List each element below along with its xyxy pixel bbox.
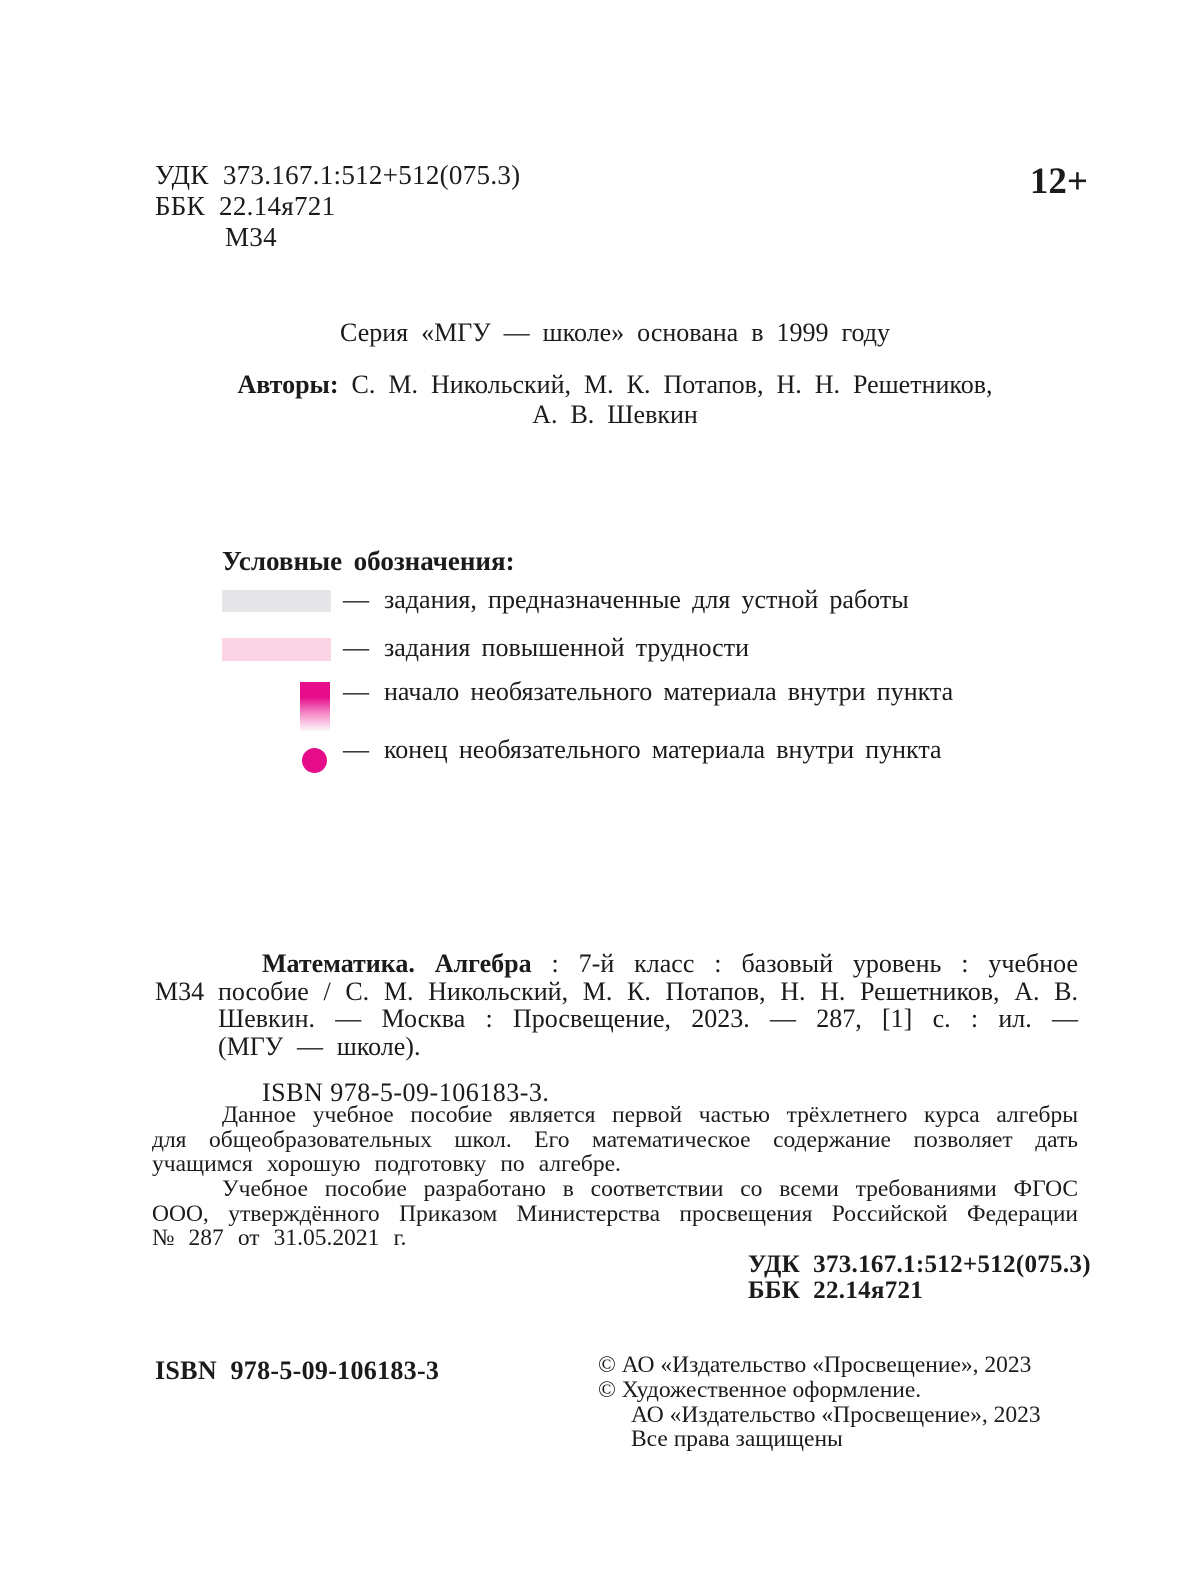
legend-item-oral-work xyxy=(222,586,909,614)
udk-code-bottom: УДК 373.167.1:512+512(075.3) xyxy=(748,1251,1091,1278)
biblio-isbn: ISBN 978-5-09-106183-3. xyxy=(262,1078,550,1107)
age-rating-badge: 12+ xyxy=(1029,161,1088,202)
authors-block xyxy=(140,370,1090,430)
authors-names-line-2: А. В. Шевкин xyxy=(532,400,698,429)
authors-line-1 xyxy=(140,370,1090,400)
biblio-description: : 7-й класс : базовый уровень : учебное пособие / С. М. Никольский, М. К. Потапов, Н. Н. Решетников, А. В. Шевкин. — Москва : Просвещение, 2023. — 287, [1] с. : ил. — (МГУ — школе). xyxy=(218,949,1079,1061)
legend-item-optional-material-start xyxy=(222,678,953,732)
authors-names-line-1: С. М. Никольский, М. К. Потапов, Н. Н. Решетников, xyxy=(351,370,993,399)
legend-item-advanced-difficulty xyxy=(222,634,749,662)
series-line: Серия «МГУ — школе» основана в 1999 году xyxy=(340,318,890,347)
copyright-line-2: © Художественное оформление. xyxy=(598,1376,922,1403)
copyright-line-3: АО «Издательство «Просвещение», 2023 xyxy=(631,1401,1041,1428)
bbk-code-bottom: ББК 22.14я721 xyxy=(748,1277,924,1304)
annotation-paragraph-2: Учебное пособие разработано в соответствии со всеми требованиями ФГОС ООО, утверждённого Приказом Министерства просвещения Российской Федерации № 287 от 31.05.2021 г. xyxy=(152,1176,1078,1252)
biblio-title: Математика. Алгебра xyxy=(262,949,532,978)
legend-dash: — xyxy=(343,677,369,706)
legend-dash: — xyxy=(343,585,369,614)
copyright-line-4: Все права защищены xyxy=(631,1426,843,1453)
magenta-dot-swatch xyxy=(302,748,327,773)
top-classification-codes xyxy=(155,160,520,253)
magenta-gradient-bar-swatch xyxy=(300,682,330,732)
author-sign-code-top: М34 xyxy=(225,222,277,252)
legend-dash: — xyxy=(343,735,369,764)
bottom-classification-codes xyxy=(748,1252,1091,1304)
legend-heading: Условные обозначения: xyxy=(222,546,515,576)
legend-item-optional-material-end xyxy=(222,736,942,773)
bbk-code-top: ББК 22.14я721 xyxy=(155,191,336,221)
udk-code-top: УДК 373.167.1:512+512(075.3) xyxy=(155,160,521,190)
copyright-block xyxy=(598,1353,1041,1452)
legend-dash: — xyxy=(343,633,369,662)
annotation-paragraph-1: Данное учебное пособие является первой частью трёхлетнего курса алгебры для общеобразовательных школ. Его математическое содержание позволяет дать учащимся хорошую подготовку по алгебре. xyxy=(152,1102,1078,1178)
legend-label: задания повышенной трудности xyxy=(384,633,749,662)
legend-label: конец необязательного материала внутри пункта xyxy=(384,735,942,764)
bibliographic-record xyxy=(155,949,1079,1061)
gray-bar-swatch xyxy=(222,590,331,612)
legend-label: задания, предназначенные для устной работы xyxy=(384,585,909,614)
pink-bar-swatch xyxy=(222,638,331,661)
legend-label: начало необязательного материала внутри пункта xyxy=(384,677,954,706)
authors-label: Авторы: xyxy=(237,370,339,399)
footer-isbn: ISBN 978-5-09-106183-3 xyxy=(155,1356,440,1385)
copyright-line-1: © АО «Издательство «Просвещение», 2023 xyxy=(598,1352,1032,1378)
author-sign-code-margin: М34 xyxy=(155,976,205,1006)
